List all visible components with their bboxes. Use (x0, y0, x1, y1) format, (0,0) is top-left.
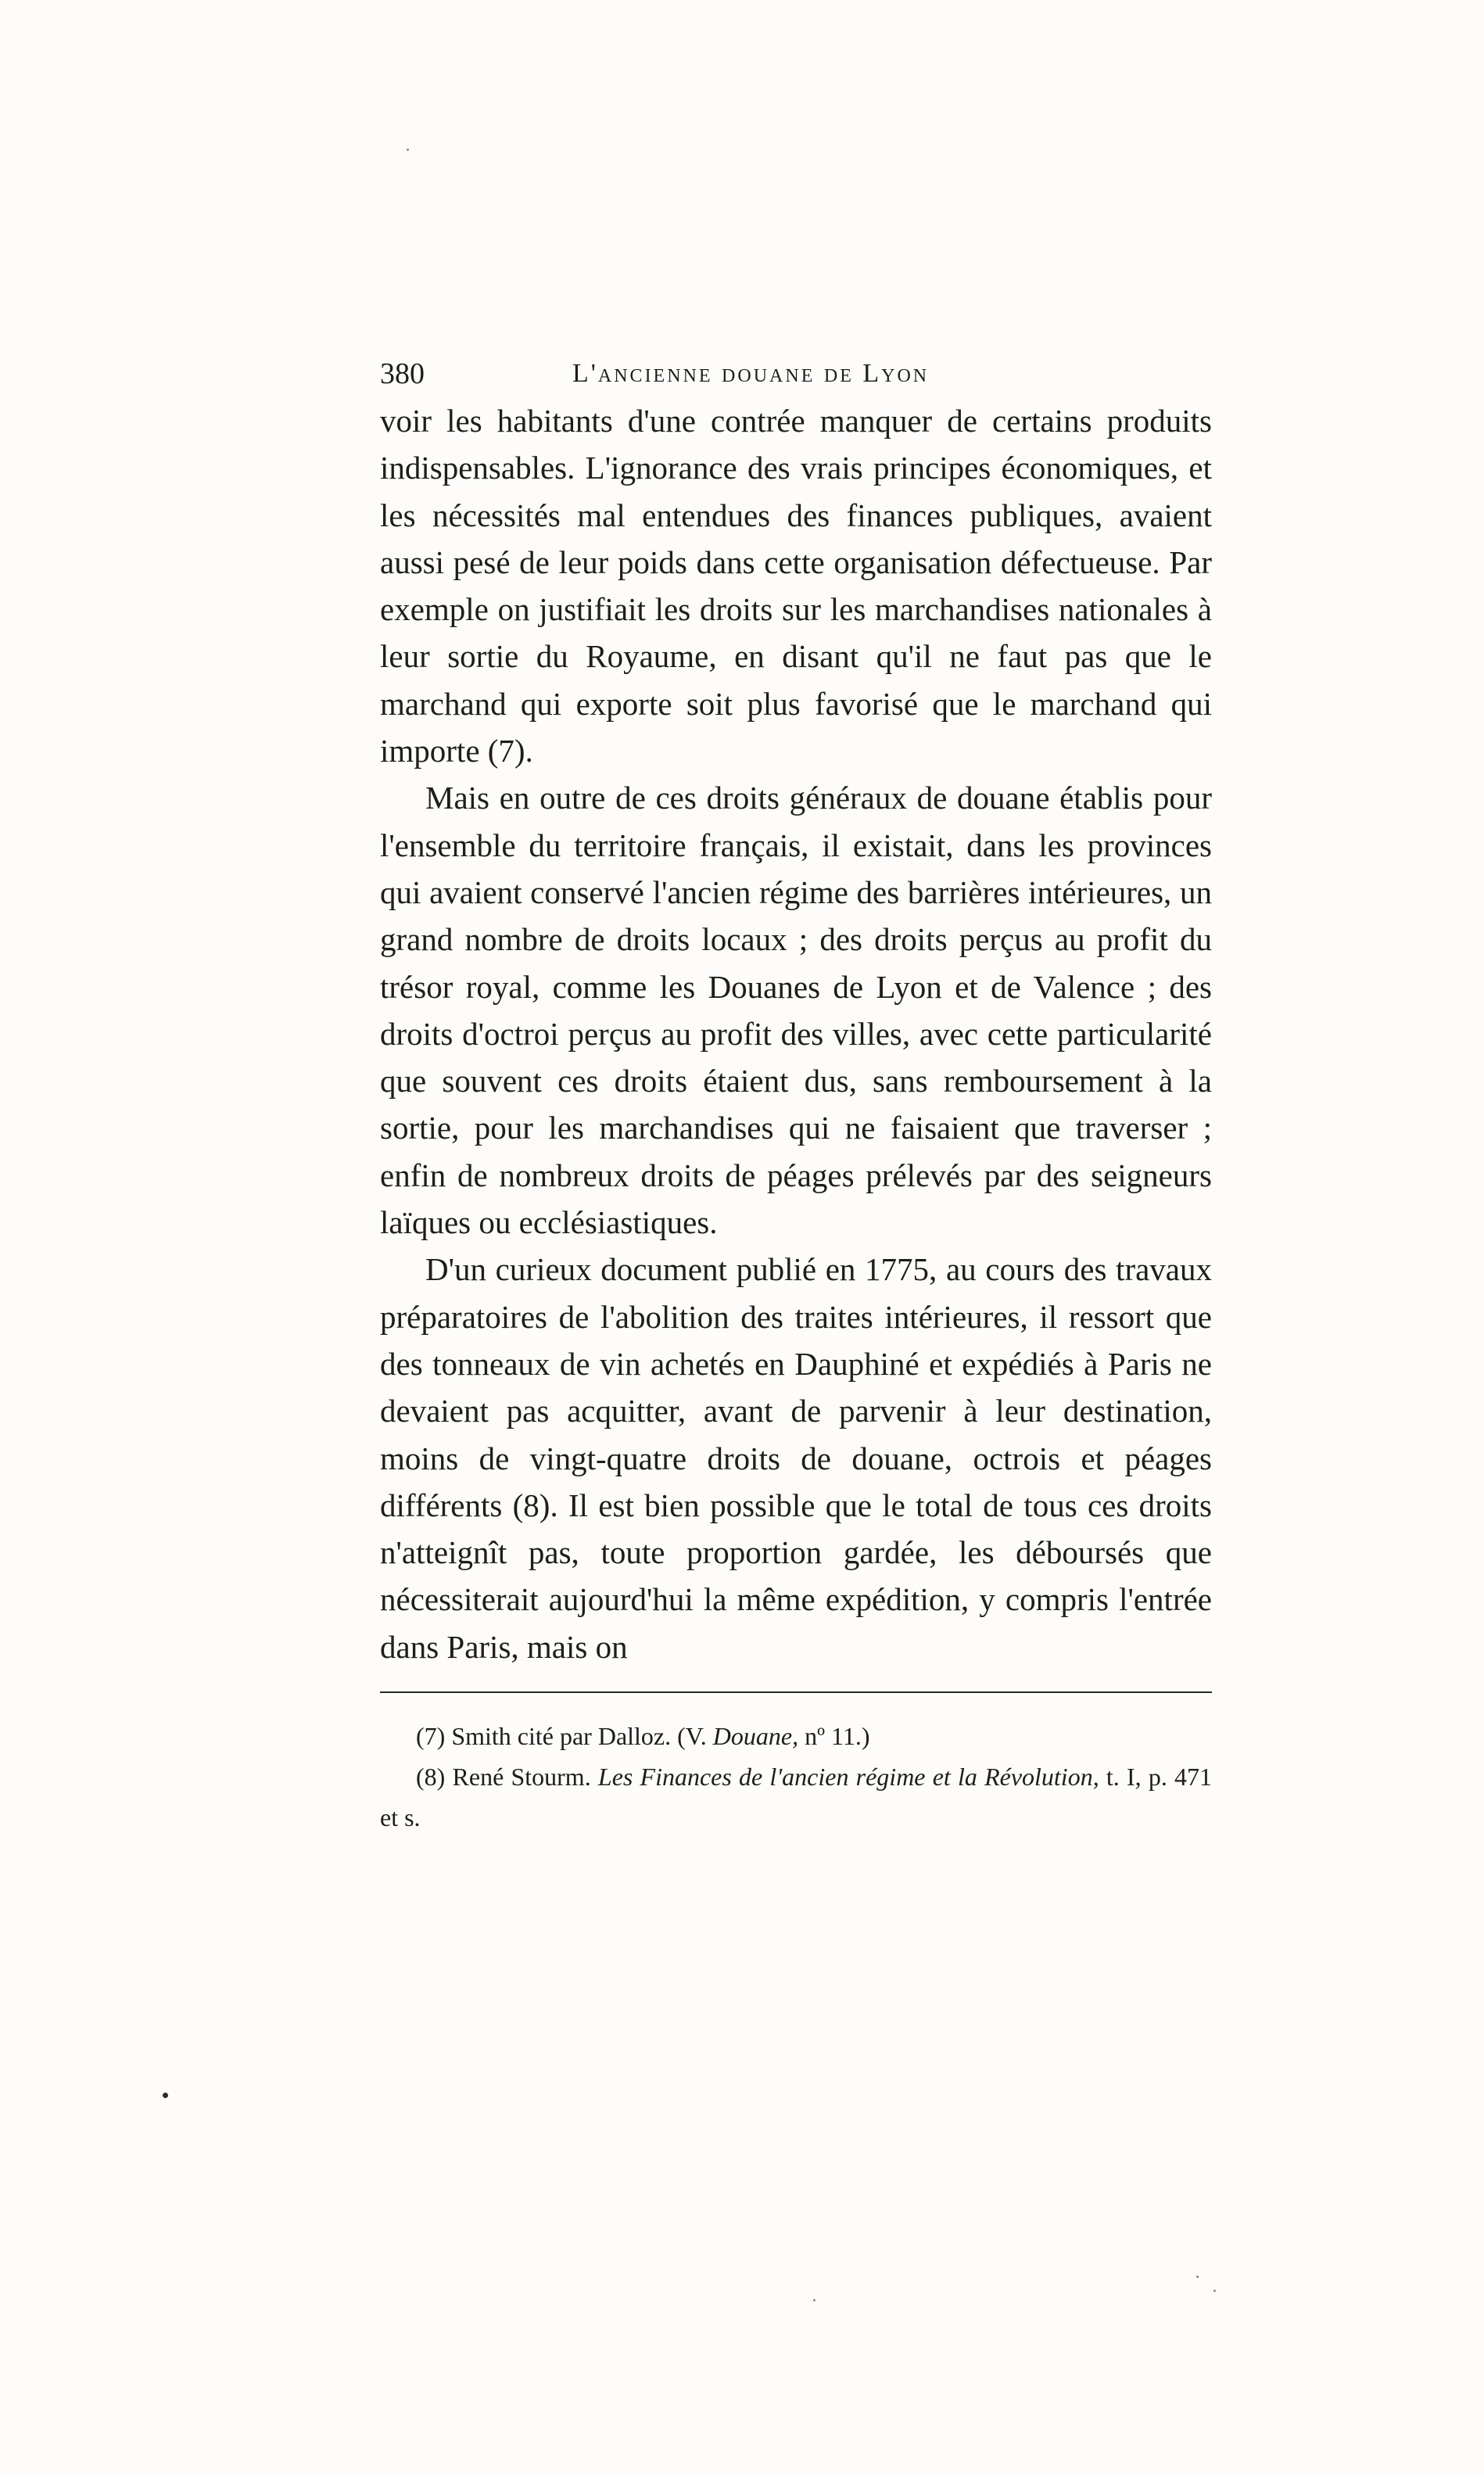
paragraph-1: voir les habitants d'une contrée manquer de certains produits indispensables. L'ignorance des vrais principes économiques, et les nécessités mal entendues des finances publiques, avaient aussi pesé de leur poids dans cette organisation défectueuse. Par exemple on justifiait les droits sur les marchandises nationales à leur sortie du Royaume, en disant qu'il ne faut pas que le marchand qui exporte soit plus favorisé que le marchand qui importe (7). (380, 403, 1212, 769)
paper-speck (1196, 2276, 1199, 2278)
footnote-8 (380, 1756, 1212, 1838)
footnotes (380, 1716, 1212, 1838)
ink-spot (163, 2093, 168, 2098)
running-title: L'ancienne douane de Lyon (572, 359, 930, 388)
paper-speck (813, 2299, 815, 2301)
footnote-8-text: René Stourm. (452, 1763, 598, 1792)
paragraph-2: Mais en outre de ces droits généraux de douane établis pour l'ensemble du territoire français, il existait, dans les provinces qui avaient conservé l'ancien régime des barrières intérieures, un grand nombre de droits locaux ; des droits perçus au profit du trésor royal, comme les Douanes de Lyon et de Valence ; des droits d'octroi perçus au profit des villes, avec cette particularité que souvent ces droits étaient dus, sans remboursement à la sortie, pour les marchandises qui ne faisaient que traverser ; enfin de nombreux droits de péages prélevés par des seigneurs laïques ou ecclésiastiques. (380, 780, 1212, 1241)
page-number: 380 (380, 357, 425, 390)
footnote-7-text: Smith cité par Dalloz. (V. (451, 1722, 713, 1751)
running-head (380, 350, 1212, 397)
paper-speck (1213, 2290, 1216, 2292)
footnote-8-italic: Les Finances de l'ancien régime et la Révolution, (597, 1763, 1099, 1792)
footnote-7 (380, 1716, 1212, 1756)
book-page (380, 350, 1212, 1838)
paper-speck (407, 149, 409, 151)
paragraph-3: D'un curieux document publié en 1775, au cours des travaux préparatoires de l'abolition des traites intérieures, il ressort que des tonneaux de vin achetés en Dauphiné et expédiés à Paris ne devaient pas acquitter, avant de parvenir à leur destination, moins de vingt-quatre droits de douane, octrois et péages différents (8). Il est bien possible que le total de tous ces droits n'atteignît pas, toute proportion gardée, les déboursés que nécessiterait aujourd'hui la même expédition, y compris l'entrée dans Paris, mais on (380, 1251, 1212, 1665)
footnote-7-italic: Douane, (712, 1722, 799, 1751)
body-text (380, 397, 1212, 1670)
footnote-7-marker: (7) (416, 1722, 446, 1751)
footnote-divider (380, 1691, 1212, 1693)
footnote-7-text-end: nº 11.) (798, 1722, 870, 1751)
footnote-8-text-end: t. I, p. 471 et s. (380, 1763, 1213, 1832)
footnote-8-marker: (8) (416, 1763, 446, 1792)
